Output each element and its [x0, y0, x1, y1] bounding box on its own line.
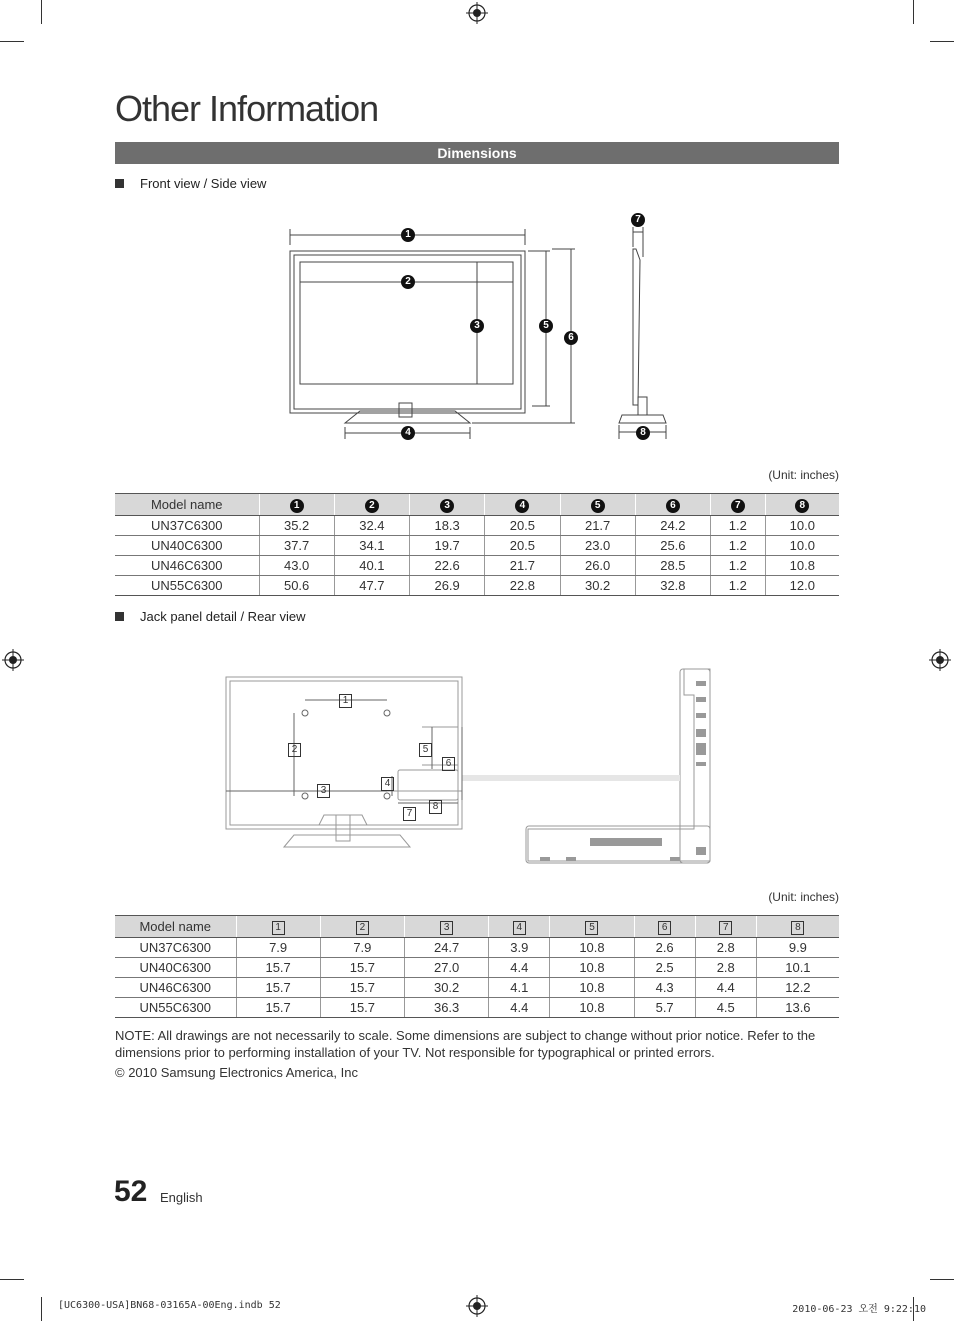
column-header-5: [550, 916, 634, 938]
crop-mark: [930, 41, 954, 42]
table-row: [115, 516, 839, 536]
dimension-cell: 34.1: [334, 536, 409, 556]
dimension-cell: 10.8: [550, 978, 634, 998]
registration-mark-icon: [929, 649, 951, 671]
dimension-cell: 20.5: [485, 536, 560, 556]
unit-label: (Unit: inches): [768, 890, 839, 904]
dimension-cell: 20.5: [485, 516, 560, 536]
dimension-cell: 15.7: [236, 958, 320, 978]
column-header-2: [334, 494, 409, 516]
dimension-cell: 40.1: [334, 556, 409, 576]
column-header-8: [765, 494, 839, 516]
dimension-cell: 10.8: [765, 556, 839, 576]
dimension-cell: 10.0: [765, 536, 839, 556]
marker-3: 3: [470, 319, 484, 333]
dimension-cell: 4.3: [634, 978, 695, 998]
model-name-cell: UN37C6300: [115, 516, 259, 536]
model-name-cell: UN46C6300: [115, 978, 236, 998]
rear-view-drawing: [222, 665, 717, 865]
crop-mark: [930, 1279, 954, 1280]
marker-4: 4: [381, 777, 394, 791]
marker-5: 5: [539, 319, 553, 333]
column-header-6: [634, 916, 695, 938]
marker-2: 2: [365, 499, 379, 513]
dimension-cell: 21.7: [560, 516, 635, 536]
table-row: [115, 938, 839, 958]
dimension-cell: 4.4: [489, 958, 550, 978]
dimension-cell: 35.2: [259, 516, 334, 536]
dimension-cell: 15.7: [320, 978, 404, 998]
dimension-cell: 3.9: [489, 938, 550, 958]
column-header-8: [756, 916, 839, 938]
dimension-cell: 36.3: [405, 998, 489, 1018]
table-row: [115, 556, 839, 576]
dimension-cell: 18.3: [410, 516, 485, 536]
marker-2: 2: [356, 921, 369, 935]
marker-1: 1: [290, 499, 304, 513]
column-header-model: Model name: [115, 916, 236, 938]
dimension-cell: 1.2: [711, 576, 766, 596]
column-header-2: [320, 916, 404, 938]
registration-mark-icon: [2, 649, 24, 671]
column-header-7: [711, 494, 766, 516]
dimension-cell: 37.7: [259, 536, 334, 556]
dimension-cell: 22.6: [410, 556, 485, 576]
marker-7: 7: [719, 921, 732, 935]
dimension-cell: 27.0: [405, 958, 489, 978]
marker-7: 7: [403, 807, 416, 821]
dimension-cell: 10.1: [756, 958, 839, 978]
dimension-cell: 7.9: [320, 938, 404, 958]
marker-8: 8: [429, 800, 442, 814]
table-row: [115, 576, 839, 596]
crop-mark: [0, 1279, 24, 1280]
dimension-cell: 2.8: [695, 938, 756, 958]
marker-1: 1: [339, 694, 352, 708]
page-title: Other Information: [115, 88, 379, 129]
dimension-cell: 26.0: [560, 556, 635, 576]
dimension-cell: 15.7: [320, 958, 404, 978]
dimension-cell: 28.5: [635, 556, 710, 576]
marker-3: 3: [440, 921, 453, 935]
front-view-heading: Front view / Side view: [115, 176, 266, 191]
marker-8: 8: [795, 499, 809, 513]
dimension-cell: 5.7: [634, 998, 695, 1018]
column-header-7: [695, 916, 756, 938]
dimension-cell: 50.6: [259, 576, 334, 596]
table-row: [115, 978, 839, 998]
dimension-cell: 10.8: [550, 938, 634, 958]
dimension-cell: 1.2: [711, 536, 766, 556]
table-row: [115, 998, 839, 1018]
dimension-cell: 4.1: [489, 978, 550, 998]
crop-mark: [0, 41, 24, 42]
dimension-cell: 2.5: [634, 958, 695, 978]
marker-6: 6: [666, 499, 680, 513]
dimension-cell: 10.8: [550, 958, 634, 978]
marker-1: 1: [272, 921, 285, 935]
dimension-cell: 1.2: [711, 516, 766, 536]
marker-8: 8: [636, 426, 650, 440]
marker-6: 6: [442, 757, 455, 771]
marker-3: 3: [317, 784, 330, 798]
dimension-cell: 22.8: [485, 576, 560, 596]
registration-mark-icon: [466, 1295, 488, 1317]
dimension-cell: 10.8: [550, 998, 634, 1018]
dimension-cell: 47.7: [334, 576, 409, 596]
print-file-label: [UC6300-USA]BN68-03165A-00Eng.indb 52: [58, 1300, 281, 1311]
marker-4: 4: [513, 921, 526, 935]
dimension-cell: 12.0: [765, 576, 839, 596]
dimension-cell: 15.7: [320, 998, 404, 1018]
column-header-3: [405, 916, 489, 938]
unit-label: (Unit: inches): [768, 468, 839, 482]
model-name-cell: UN46C6300: [115, 556, 259, 576]
dimension-cell: 4.5: [695, 998, 756, 1018]
dimension-cell: 26.9: [410, 576, 485, 596]
column-header-model: Model name: [115, 494, 259, 516]
crop-mark: [913, 0, 914, 24]
dimension-cell: 12.2: [756, 978, 839, 998]
column-header-3: [410, 494, 485, 516]
crop-mark: [41, 0, 42, 24]
column-header-1: [236, 916, 320, 938]
marker-4: 4: [515, 499, 529, 513]
marker-5: 5: [585, 921, 598, 935]
column-header-5: [560, 494, 635, 516]
dimension-cell: 1.2: [711, 556, 766, 576]
dimension-cell: 19.7: [410, 536, 485, 556]
page-language: English: [160, 1190, 203, 1205]
dimension-cell: 30.2: [560, 576, 635, 596]
dimension-cell: 32.8: [635, 576, 710, 596]
bullet-icon: [115, 612, 124, 621]
dimension-cell: 21.7: [485, 556, 560, 576]
copyright-text: © 2010 Samsung Electronics America, Inc: [115, 1065, 358, 1080]
marker-5: 5: [419, 743, 432, 757]
table-row: [115, 536, 839, 556]
model-name-cell: UN55C6300: [115, 576, 259, 596]
dimension-cell: 24.2: [635, 516, 710, 536]
dimension-cell: 4.4: [489, 998, 550, 1018]
column-header-6: [635, 494, 710, 516]
model-name-cell: UN55C6300: [115, 998, 236, 1018]
table-row: [115, 958, 839, 978]
dimension-cell: 32.4: [334, 516, 409, 536]
marker-4: 4: [401, 426, 415, 440]
marker-6: 6: [564, 331, 578, 345]
column-header-1: [259, 494, 334, 516]
bullet-icon: [115, 179, 124, 188]
dimension-cell: 30.2: [405, 978, 489, 998]
model-name-cell: UN40C6300: [115, 536, 259, 556]
rear-view-heading: Jack panel detail / Rear view: [115, 609, 305, 624]
marker-1: 1: [401, 228, 415, 242]
dimension-cell: 43.0: [259, 556, 334, 576]
marker-8: 8: [791, 921, 804, 935]
page-number: 52: [114, 1175, 148, 1208]
column-header-4: [485, 494, 560, 516]
dimension-cell: 15.7: [236, 998, 320, 1018]
marker-6: 6: [658, 921, 671, 935]
dimension-cell: 2.8: [695, 958, 756, 978]
marker-7: 7: [631, 213, 645, 227]
dimension-cell: 7.9: [236, 938, 320, 958]
print-timestamp: 2010-06-23 오전 9:22:10: [792, 1304, 926, 1315]
crop-mark: [41, 1297, 42, 1321]
model-name-cell: UN40C6300: [115, 958, 236, 978]
dimension-cell: 15.7: [236, 978, 320, 998]
note-text: NOTE: All drawings are not necessarily to scale. Some dimensions are subject to change without prior notice. Refer to the dimensions prior to performing installation of your TV. Not responsible for typographical or printed errors.: [115, 1028, 816, 1060]
column-header-4: [489, 916, 550, 938]
marker-3: 3: [440, 499, 454, 513]
marker-2: 2: [288, 743, 301, 757]
dimension-cell: 25.6: [635, 536, 710, 556]
marker-7: 7: [731, 499, 745, 513]
section-header: Dimensions: [115, 142, 839, 164]
model-name-cell: UN37C6300: [115, 938, 236, 958]
dimension-cell: 2.6: [634, 938, 695, 958]
dimension-cell: 24.7: [405, 938, 489, 958]
dimension-cell: 9.9: [756, 938, 839, 958]
marker-2: 2: [401, 275, 415, 289]
rear-dimensions-table: [115, 915, 839, 1018]
front-dimensions-table: [115, 493, 839, 596]
dimension-cell: 23.0: [560, 536, 635, 556]
dimension-cell: 10.0: [765, 516, 839, 536]
dimension-cell: 4.4: [695, 978, 756, 998]
marker-5: 5: [591, 499, 605, 513]
dimension-cell: 13.6: [756, 998, 839, 1018]
registration-mark-icon: [466, 2, 488, 24]
